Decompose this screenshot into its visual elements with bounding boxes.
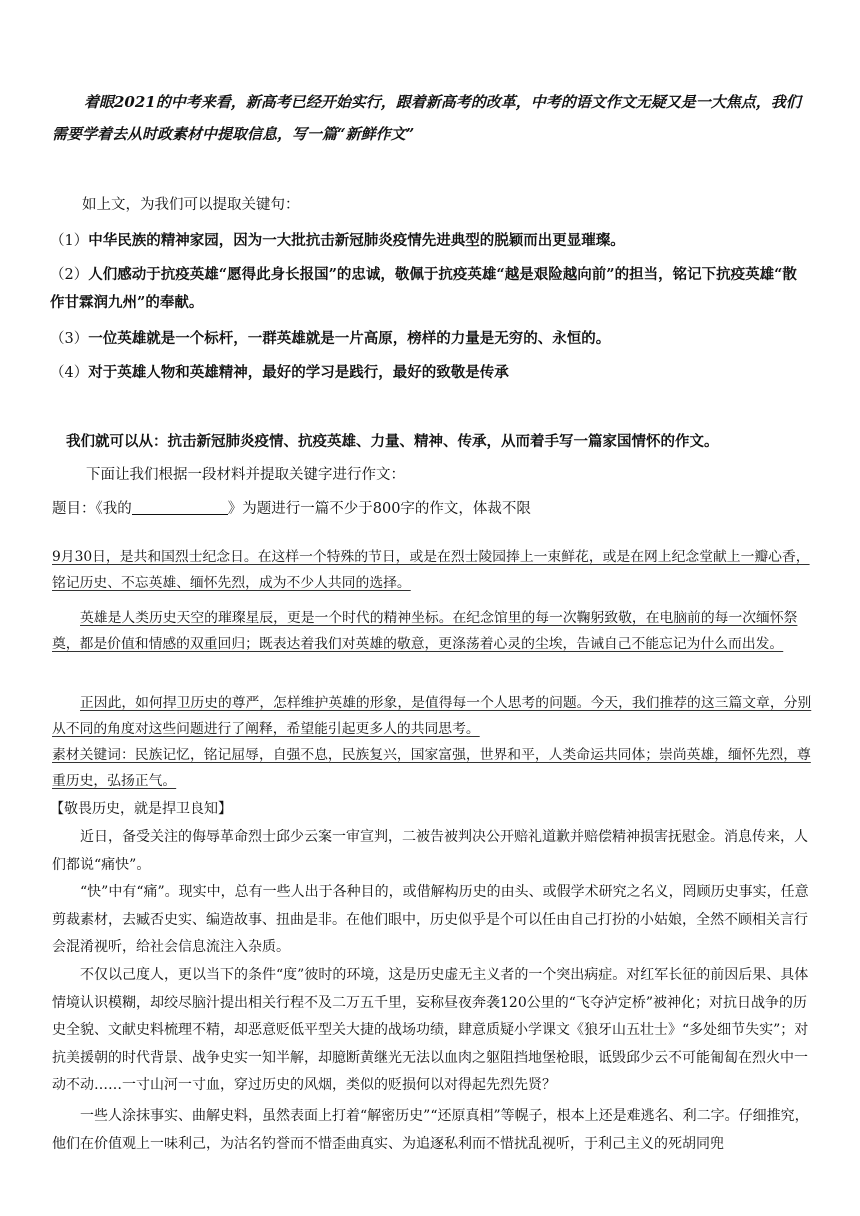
lead-line: 如上文，为我们可以提取关键句： xyxy=(82,197,300,213)
key-point-text: 一位英雄就是一个标杆，一群英雄就是一片高原，榜样的力量是无穷的、永恒的。 xyxy=(88,330,611,347)
key-point-3 xyxy=(50,325,810,353)
key-point-4 xyxy=(50,359,810,387)
key-point-text: 对于英雄人物和英雄精神，最好的学习是践行，最好的致敬是传承 xyxy=(88,364,509,381)
essay-topic xyxy=(52,495,812,523)
material-paragraph-1: 9月30日，是共和国烈士纪念日。在这样一个特殊的节日，或是在烈士陵园捧上一束鲜花，或是在网上纪念堂献上一瓣心香，铭记历史、不忘英雄、缅怀先烈，成为不少人共同的选择。 xyxy=(52,549,810,591)
section-title: 【敬畏历史，就是捍卫良知】 xyxy=(50,801,232,817)
key-point-text: 人们感动于抗疫英雄“愿得此身长报国”的忠诚，敬佩于抗疫英雄“越是艰险越向前”的担当，铭记下抗疫英雄“散作甘霖润九州”的奉献。 xyxy=(50,266,797,311)
body-paragraph-2: “快”中有“痛”。现实中，总有一些人出于各种目的，或借解构历史的由头、或假学术研究之名义，罔顾历史事实，任意剪裁素材，去臧否史实、编造故事、扭曲是非。在他们眼中，历史似乎是个可以任由自己打扮的小姑娘，全然不顾相关言行会混淆视听，给社会信息流注入杂质。 xyxy=(52,884,809,955)
intro-paragraph: 着眼2021的中考来看，新高考已经开始实行，跟着新高考的改革，中考的语文作文无疑又是一大焦点，我们需要学着去从时政素材中提取信息，写一篇“新鲜作文” xyxy=(52,93,801,143)
key-point-number: （3） xyxy=(50,331,89,347)
key-point-number: （2） xyxy=(50,267,89,283)
key-point-number: （4） xyxy=(50,365,89,381)
topic-suffix: 》为题进行一篇不少于800字的作文，体裁不限 xyxy=(227,501,531,517)
body-paragraph-3: 不仅以己度人，更以当下的条件“度”彼时的环境，这是历史虚无主义者的一个突出病症。对红军长征的前因后果、具体情境认识模糊，却绞尽脑汁提出相关行程不及二万五千里，妄称昼夜奔袭120公里的“飞夺泸定桥”被神化；对抗日战争的历史全貌、文献史料梳理不精，却恶意贬低平型关大捷的战场功绩，肆意质疑小学课文《狼牙山五壮士》“多处细节失实”；对抗美援朝的时代背景、战争史实一知半解，却臆断黄继光无法以血肉之躯阻挡地堡枪眼，诋毁邱少云不可能匍匐在烈火中一动不动……一寸山河一寸血，穿过历史的风烟，类似的贬损何以对得起先烈先贤？ xyxy=(52,967,809,1093)
key-point-2 xyxy=(50,261,810,317)
body-paragraph-4: 一些人涂抹事实、曲解史料，虽然表面上打着“解密历史”“还原真相”等幌子，根本上还是难逃名、利二字。仔细推究，他们在价值观上一味利己，为沽名钓誉而不惜歪曲真实、为追逐私利而不惜扰乱视听，于利己主义的死胡同兜 xyxy=(52,1108,809,1152)
summary-paragraph: 我们就可以从：抗击新冠肺炎疫情、抗疫英雄、力量、精神、传承，从而着手写一篇家国情怀的作文。 xyxy=(66,433,719,450)
key-point-text: 中华民族的精神家园，因为一大批抗击新冠肺炎疫情先进典型的脱颖而出更显璀璨。 xyxy=(88,232,625,249)
key-point-1 xyxy=(50,227,810,255)
next-instruction: 下面让我们根据一段材料并提取关键字进行作文： xyxy=(86,467,405,483)
topic-blank xyxy=(132,498,228,515)
material-paragraph-2: 英雄是人类历史天空的璀璨星辰，更是一个时代的精神坐标。在纪念馆里的每一次鞠躬致敬，在电脑前的每一次缅怀祭奠，都是价值和情感的双重回归；既表达着我们对英雄的敬意，更涤荡着心灵的尘埃，告诫自己不能忘记为什么而出发。 xyxy=(52,610,798,652)
body-paragraph-1: 近日，备受关注的侮辱革命烈士邱少云案一审宣判，二被告被判决公开赔礼道歉并赔偿精神损害抚慰金。消息传来，人们都说“痛快”。 xyxy=(52,829,808,873)
key-point-number: （1） xyxy=(50,233,89,249)
material-paragraph-3: 正因此，如何捍卫历史的尊严，怎样维护英雄的形象，是值得每一个人思考的问题。今天，我们推荐的这三篇文章，分别从不同的角度对这些问题进行了阐释，希望能引起更多人的共同思考。 xyxy=(52,695,812,737)
material-keywords: 素材关键词：民族记忆，铭记屈辱，自强不息，民族复兴，国家富强，世界和平，人类命运共同体；崇尚英雄，缅怀先烈，尊重历史，弘扬正气。 xyxy=(52,747,811,789)
topic-prefix: 题目：《我的 xyxy=(52,501,132,517)
